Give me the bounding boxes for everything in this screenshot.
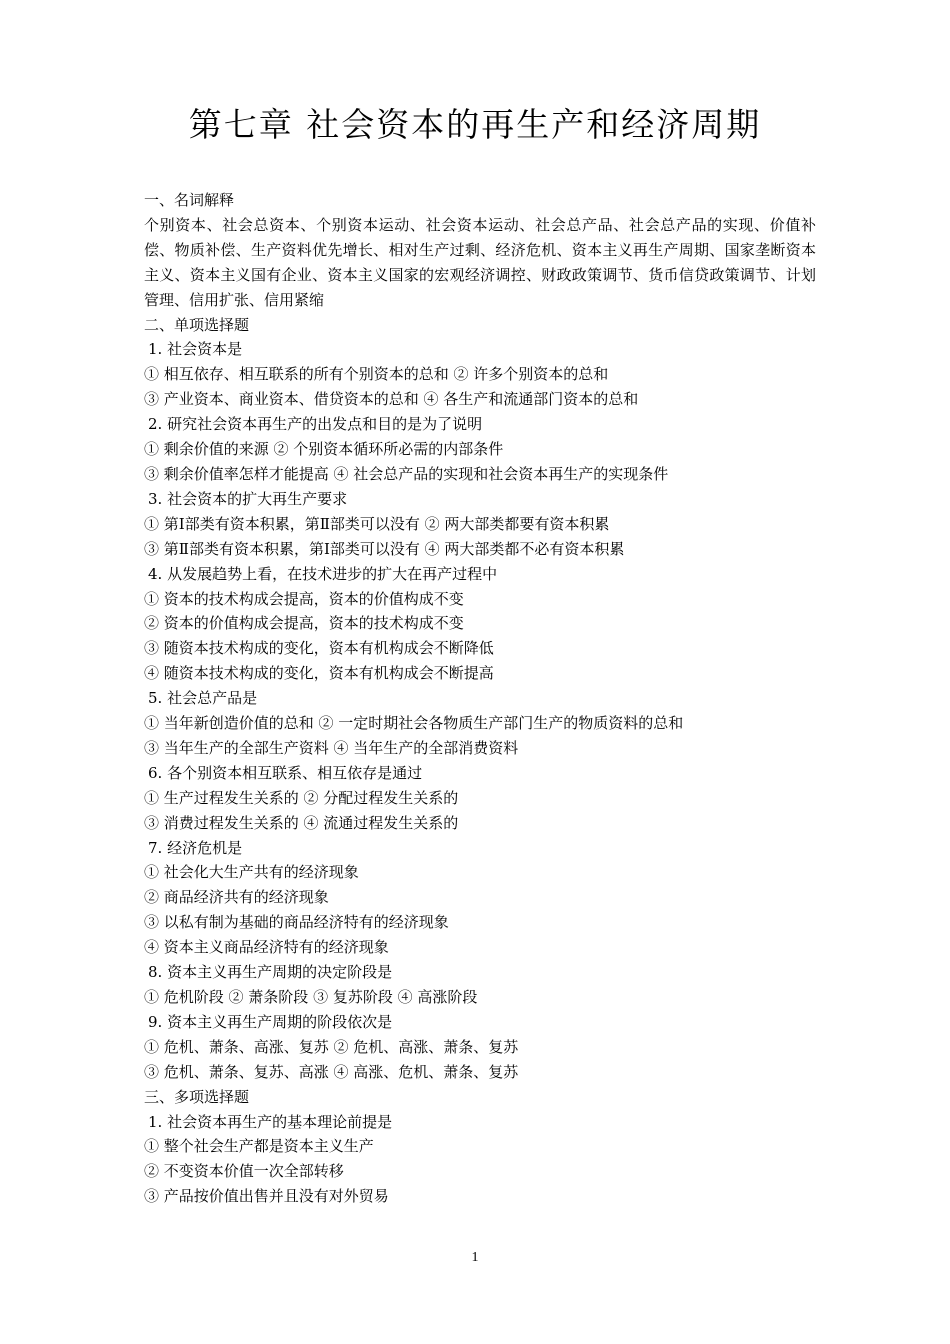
chapter-title: 第七章 社会资本的再生产和经济周期 [188, 105, 762, 144]
question-stem: 2. 研究社会资本再生产的出发点和目的是为了说明 [148, 415, 483, 434]
question-stem: 7. 经济危机是 [148, 838, 243, 857]
question-option: ③ 随资本技术构成的变化，资本有机构成会不断降低 [144, 639, 494, 658]
question-option: ③ 产业资本、商业资本、借贷资本的总和 ④ 各生产和流通部门资本的总和 [144, 390, 639, 409]
section-heading-single-choice: 二、单项选择题 [144, 315, 250, 334]
question-option: ① 整个社会生产都是资本主义生产 [144, 1137, 374, 1156]
question-option: ② 资本的价值构成会提高，资本的技术构成不变 [144, 614, 464, 633]
question-option: ③ 当年生产的全部生产资料 ④ 当年生产的全部消费资料 [144, 738, 519, 757]
question-option: ① 相互依存、相互联系的所有个别资本的总和 ② 许多个别资本的总和 [144, 365, 609, 384]
question-option: ② 商品经济共有的经济现象 [144, 888, 329, 907]
question-option: ④ 随资本技术构成的变化，资本有机构成会不断提高 [144, 664, 494, 683]
question-option: ③ 危机、萧条、复苏、高涨 ④ 高涨、危机、萧条、复苏 [144, 1062, 519, 1081]
page-number: 1 [471, 1250, 479, 1265]
page-content [144, 188, 816, 1209]
section-heading-terms: 一、名词解释 [144, 191, 235, 209]
question-option: ① 社会化大生产共有的经济现象 [144, 863, 359, 882]
question-stem: 9. 资本主义再生产周期的阶段依次是 [148, 1012, 393, 1031]
question-option: ① 剩余价值的来源 ② 个别资本循环所必需的内部条件 [144, 440, 504, 459]
section-heading-multiple-choice: 三、多项选择题 [144, 1087, 250, 1106]
question-option: ② 不变资本价值一次全部转移 [144, 1162, 344, 1181]
question-option: ① 当年新创造价值的总和 ② 一定时期社会各物质生产部门生产的物质资料的总和 [144, 714, 684, 733]
question-option: ④ 资本主义商品经济特有的经济现象 [144, 938, 389, 957]
question-option: ③ 产品按价值出售并且没有对外贸易 [144, 1187, 389, 1206]
question-option: ③ 剩余价值率怎样才能提高 ④ 社会总产品的实现和社会资本再生产的实现条件 [144, 464, 669, 483]
terms-list: 个别资本、社会总资本、个别资本运动、社会资本运动、社会总产品、社会总产品的实现、价值补偿、物质补偿、生产资料优先增长、相对生产过剩、经济危机、资本主义再生产周期、国家垄断资本主义、资本主义国有企业、资本主义国家的宏观经济调控、财政政策调节、货币信贷政策调节、计划管理、信用扩张、信用紧缩 [144, 215, 816, 309]
question-stem: 5. 社会总产品是 [148, 689, 258, 708]
question-option: ① 生产过程发生关系的 ② 分配过程发生关系的 [144, 788, 459, 807]
question-option: ① 危机、萧条、高涨、复苏 ② 危机、高涨、萧条、复苏 [144, 1037, 519, 1056]
question-stem: 4. 从发展趋势上看，在技术进步的扩大在再产过程中 [148, 564, 498, 583]
question-stem: 3. 社会资本的扩大再生产要求 [148, 489, 348, 508]
question-stem: 1. 社会资本再生产的基本理论前提是 [148, 1112, 393, 1131]
question-option: ① 资本的技术构成会提高，资本的价值构成不变 [144, 589, 464, 608]
question-option: ③ 消费过程发生关系的 ④ 流通过程发生关系的 [144, 813, 459, 832]
question-stem: 8. 资本主义再生产周期的决定阶段是 [148, 963, 393, 982]
question-option: ① 危机阶段 ② 萧条阶段 ③ 复苏阶段 ④ 高涨阶段 [144, 988, 478, 1006]
question-stem: 1. 社会资本是 [148, 340, 243, 359]
question-option: ③ 以私有制为基础的商品经济特有的经济现象 [144, 913, 449, 932]
question-option: ③ 第Ⅱ部类有资本积累，第Ⅰ部类可以没有 ④ 两大部类都不必有资本积累 [144, 539, 625, 558]
question-option: ① 第Ⅰ部类有资本积累，第Ⅱ部类可以没有 ② 两大部类都要有资本积累 [144, 514, 610, 533]
question-stem: 6. 各个别资本相互联系、相互依存是通过 [148, 763, 423, 782]
